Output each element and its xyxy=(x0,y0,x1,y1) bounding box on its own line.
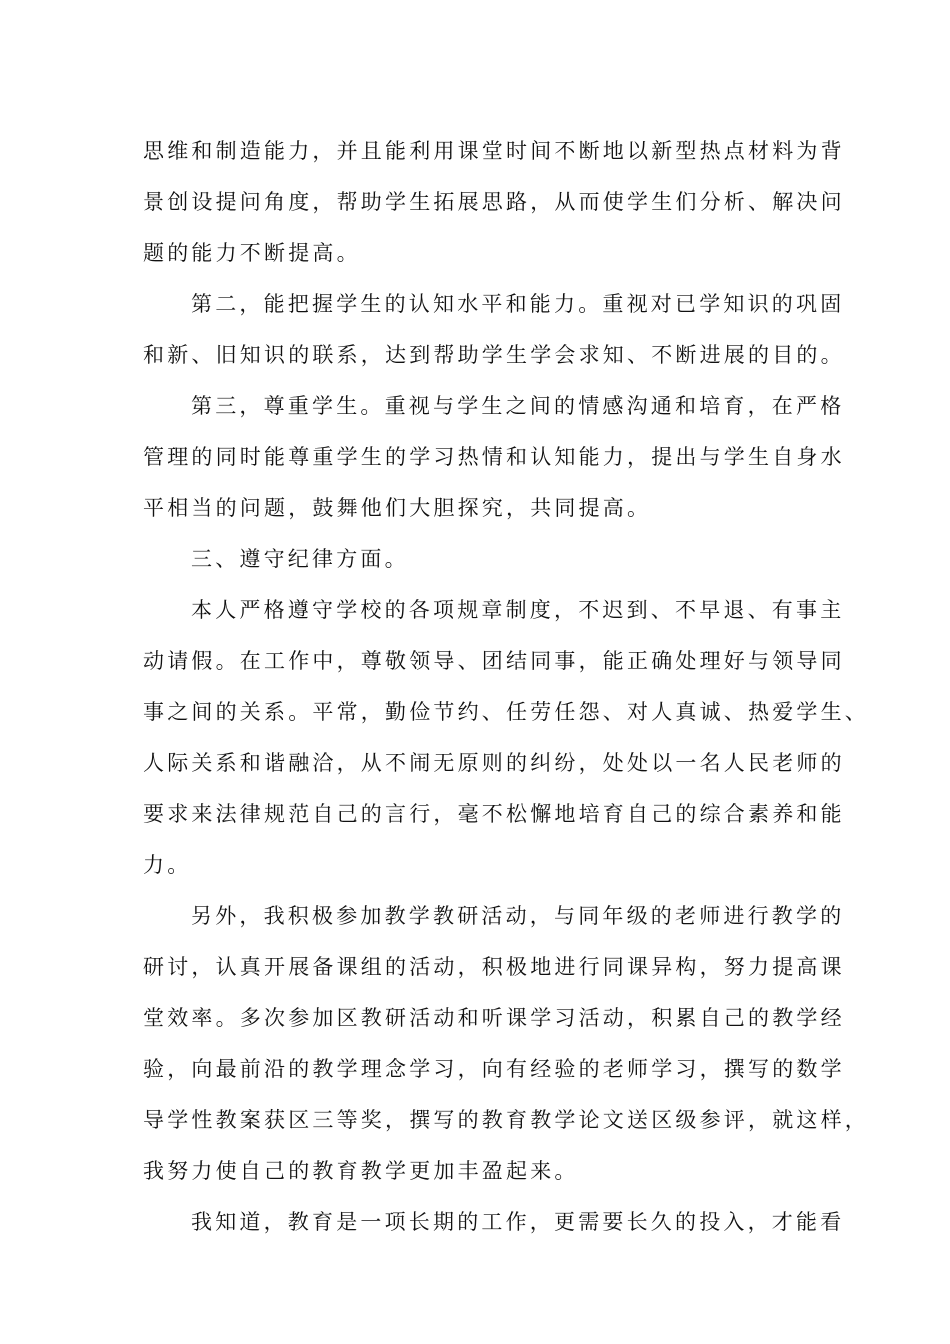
paragraph-start-line: 第三，尊重学生。重视与学生之间的情感沟通和培育，在严格 xyxy=(191,394,845,418)
text-line: 验，向最前沿的教学理念学习，向有经验的老师学习，撰写的数学 xyxy=(143,1057,845,1081)
paragraph-start-line: 第二，能把握学生的认知水平和能力。重视对已学知识的巩固 xyxy=(191,292,845,316)
paragraph-start-line: 另外，我积极参加教学教研活动，与同年级的老师进行教学的 xyxy=(191,904,845,928)
text-line: 事之间的关系。平常，勤俭节约、任劳任怨、对人真诚、热爱学生、 xyxy=(143,700,869,724)
text-line: 导学性教案获区三等奖，撰写的教育教学论文送区级参评，就这样， xyxy=(143,1108,869,1132)
text-line: 人际关系和谐融洽，从不闹无原则的纠纷，处处以一名人民老师的 xyxy=(143,751,845,775)
text-line: 题的能力不断提高。 xyxy=(143,241,361,265)
text-line: 要求来法律规范自己的言行，毫不松懈地培育自己的综合素养和能 xyxy=(143,802,845,826)
text-line: 研讨，认真开展备课组的活动，积极地进行同课异构，努力提高课 xyxy=(143,955,845,979)
section-heading: 三、遵守纪律方面。 xyxy=(191,547,409,571)
text-line: 力。 xyxy=(143,853,192,877)
text-line: 堂效率。多次参加区教研活动和听课学习活动，积累自己的教学经 xyxy=(143,1006,845,1030)
text-line: 和新、旧知识的联系，达到帮助学生学会求知、不断进展的目的。 xyxy=(143,343,845,367)
paragraph-start-line: 本人严格遵守学校的各项规章制度，不迟到、不早退、有事主 xyxy=(191,598,845,622)
text-line: 动请假。在工作中，尊敬领导、团结同事，能正确处理好与领导同 xyxy=(143,649,845,673)
text-line: 我努力使自己的教育教学更加丰盈起来。 xyxy=(143,1159,579,1183)
text-line: 管理的同时能尊重学生的学习热情和认知能力，提出与学生自身水 xyxy=(143,445,845,469)
paragraph-start-line: 我知道，教育是一项长期的工作，更需要长久的投入，才能看 xyxy=(191,1210,845,1234)
text-line: 平相当的问题，鼓舞他们大胆探究，共同提高。 xyxy=(143,496,652,520)
text-line: 思维和制造能力，并且能利用课堂时间不断地以新型热点材料为背 xyxy=(143,139,845,163)
text-line: 景创设提问角度，帮助学生拓展思路，从而使学生们分析、解决问 xyxy=(143,190,845,214)
